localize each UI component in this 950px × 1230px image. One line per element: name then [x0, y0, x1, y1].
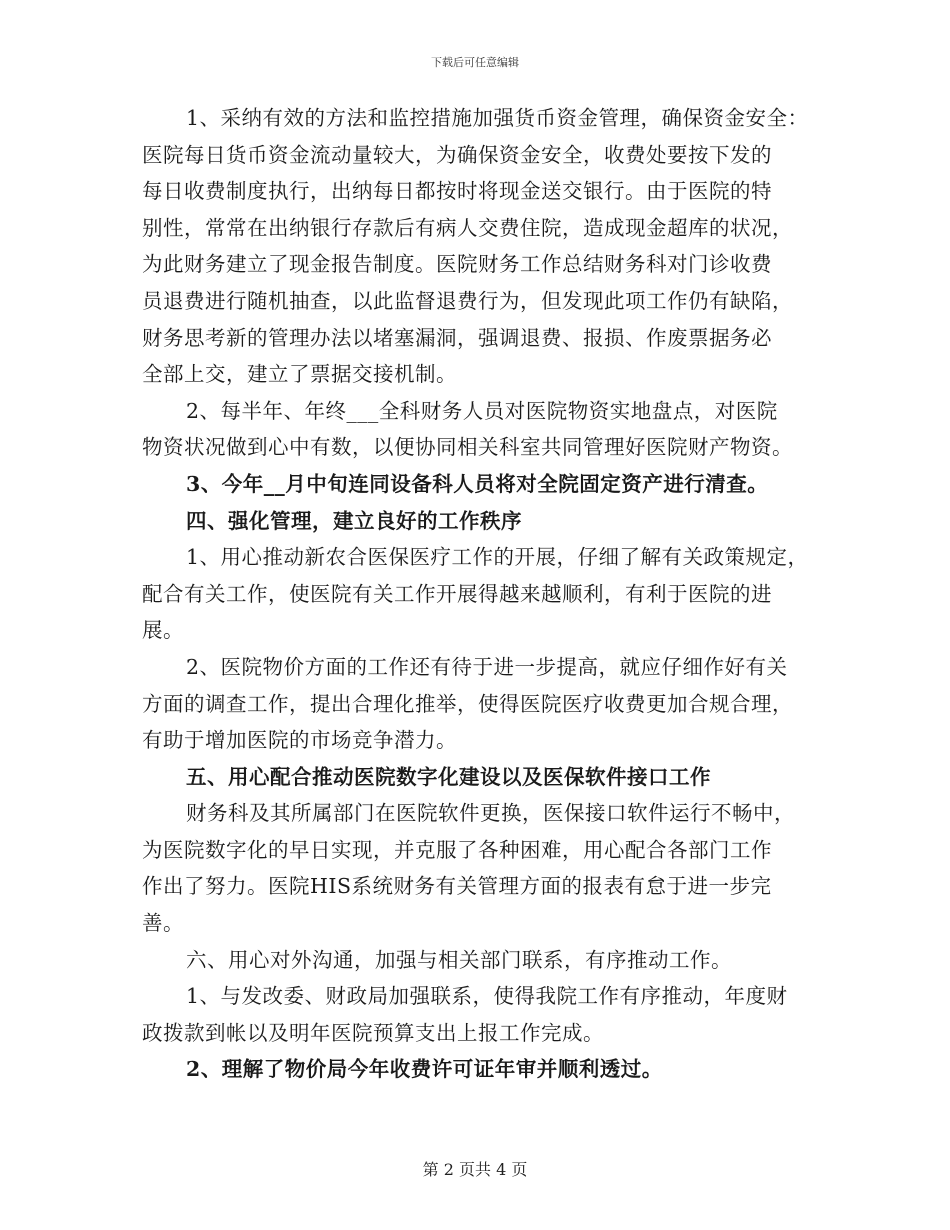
page-header: 下载后可任意编辑	[431, 56, 519, 69]
text-line: 全部上交，建立了票据交接机制。	[142, 362, 457, 387]
text-line: 政拨款到帐以及明年医院预算支出上报工作完成。	[142, 1020, 604, 1045]
text-line: 1、与发改委、财政局加强联系，使得我院工作有序推动，年度财	[186, 984, 788, 1009]
text-line: 财务思考新的管理办法以堵塞漏洞，强调退费、报损、作废票据务必	[142, 325, 772, 350]
text-line: 1、采纳有效的方法和监控措施加强货币资金管理，确保资金安全：	[186, 106, 809, 130]
text-line: 1、用心推动新农合医保医疗工作的开展，仔细了解有关政策规定，	[186, 545, 809, 570]
heading-line: 2、理解了物价局今年收费许可证年审并顺利透过。	[186, 1057, 663, 1082]
document-body	[142, 100, 817, 1088]
text-line: 每日收费制度执行，出纳每日都按时将现金送交银行。由于医院的特	[142, 179, 772, 204]
page-footer: 第 2 页共 4 页	[422, 1160, 528, 1179]
text-line: 员退费进行随机抽查，以此监督退费行为，但发现此项工作仍有缺陷，	[142, 288, 793, 313]
text-line: 别性，常常在出纳银行存款后有病人交费住院，造成现金超库的状况，	[142, 215, 793, 240]
text-line: 善。	[142, 911, 184, 936]
text-line: 有助于增加医院的市场竞争潜力。	[142, 728, 457, 753]
text-line: 方面的调查工作，提出合理化推举，使得医院医疗收费更加合规合理，	[142, 691, 793, 716]
text-line: 六、用心对外沟通，加强与相关部门联系，有序推动工作。	[186, 947, 732, 972]
text-line: 为医院数字化的早日实现，并克服了各种困难，用心配合各部门工作	[142, 837, 772, 862]
text-line: 配合有关工作，使医院有关工作开展得越来越顺利，有利于医院的进	[142, 581, 772, 606]
heading-line: 3、今年__月中旬连同设备科人员将对全院固定资产进行清查。	[186, 471, 769, 496]
text-line: 展。	[142, 618, 184, 643]
heading-line: 四、强化管理，建立良好的工作秩序	[186, 508, 522, 533]
text-line: 作出了努力。医院HIS系统财务有关管理方面的报表有怠于进一步完	[142, 874, 772, 899]
text-line: 为此财务建立了现金报告制度。医院财务工作总结财务科对门诊收费	[142, 252, 772, 277]
text-line: 物资状况做到心中有数，以便协同相关科室共同管理好医院财产物资。	[142, 435, 793, 460]
text-line: 2、每半年、年终___全科财务人员对医院物资实地盘点，对医院	[186, 398, 778, 423]
text-line: 财务科及其所属部门在医院软件更换，医保接口软件运行不畅中，	[186, 801, 795, 826]
heading-line: 五、用心配合推动医院数字化建设以及医保软件接口工作	[186, 764, 711, 789]
text-line: 医院每日货币资金流动量较大，为确保资金安全，收费处要按下发的	[142, 142, 772, 167]
text-line: 2、医院物价方面的工作还有待于进一步提高，就应仔细作好有关	[186, 654, 788, 679]
